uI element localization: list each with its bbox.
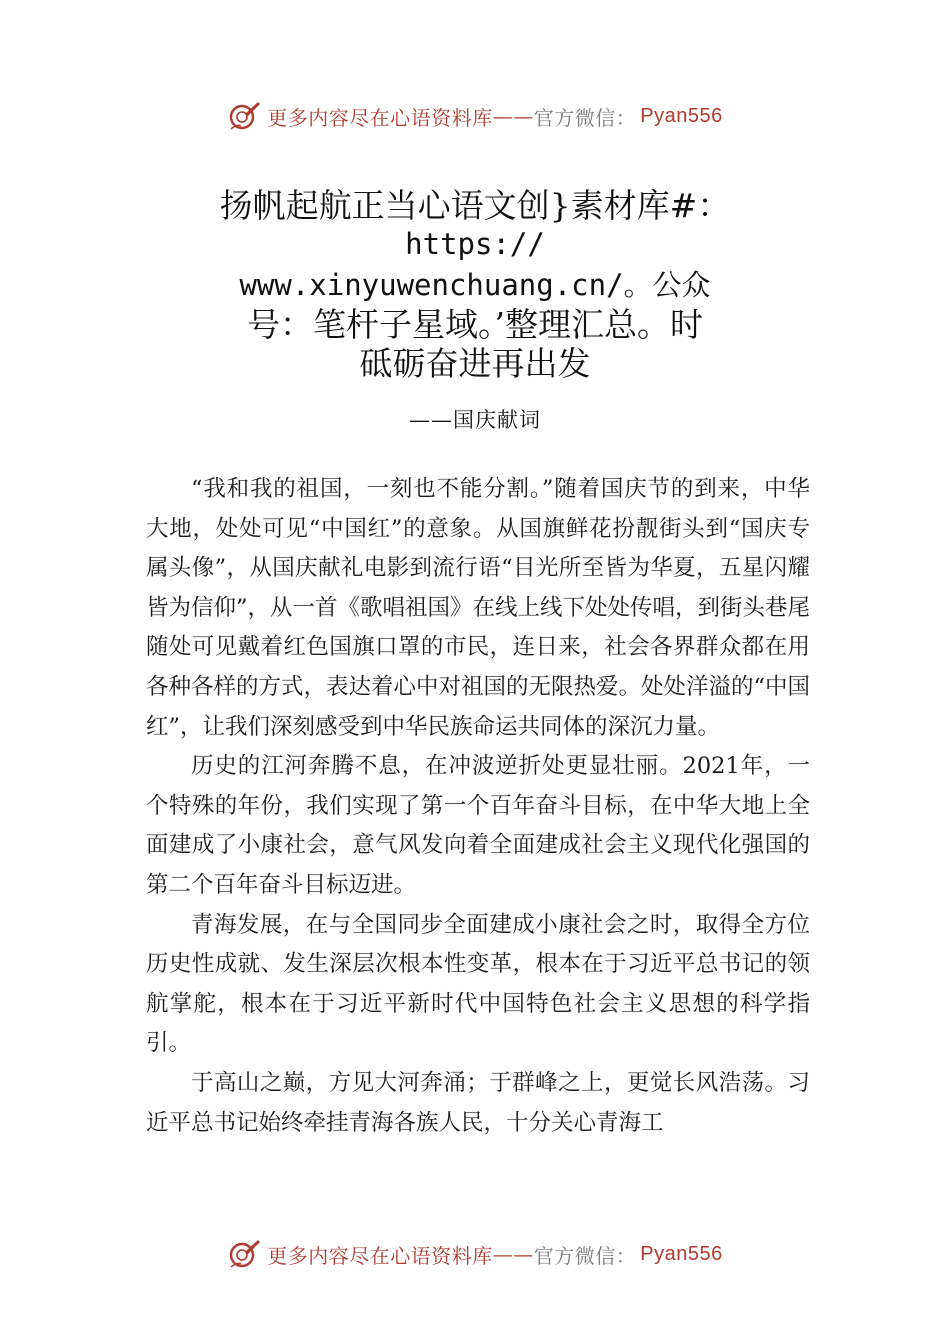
header-banner <box>0 96 950 136</box>
paragraph-2: 历史的江河奔腾不息，在冲波逆折处更显壮丽。2021年，一个特殊的年份，我们实现了第一个百年奋斗目标，在中华大地上全面建成了小康社会，意气风发向着全面建成社会主义现代化强国的第二个百年奋斗目标迈进。 <box>146 753 810 898</box>
banner-brand-text: 更多内容尽在心语资料库 <box>267 105 493 130</box>
document-title <box>200 186 750 383</box>
document-body <box>146 470 810 1143</box>
banner-dash: —— <box>492 104 534 128</box>
pen-logo-icon <box>227 1237 261 1271</box>
title-line-5: 砥砺奋进再出发 <box>359 344 591 383</box>
title-line-1: 扬帆起航正当心语文创}素材库#： <box>219 186 731 225</box>
footer-wechat-label: 官方微信： <box>533 1243 637 1268</box>
paragraph-4: 于高山之巅，方见大河奔涌；于群峰之上，更觉长风浩荡。习近平总书记始终牵挂青海各族人民，十分关心青海工 <box>146 1069 810 1136</box>
paragraph-3: 青海发展，在与全国同步全面建成小康社会之时，取得全方位历史性成就、发生深层次根本性变革，根本在于习近平总书记的领航掌舵，根本在于习近平新时代中国特色社会主义思想的科学指引。 <box>146 911 810 1057</box>
banner-wechat-account: Pyan556 <box>640 104 723 127</box>
pen-logo-icon <box>227 99 261 133</box>
paragraph-1: “我和我的祖国，一刻也不能分割。”随着国庆节的到来，中华大地，处处可见“中国红”的意象。从国旗鲜花扮靓街头到“国庆专属头像”，从国庆献礼电影到流行语“目光所至皆为华夏，五星闪耀皆为信仰”，从一首《歌唱祖国》在线上线下处处传唱，到街头巷尾随处可见戴着红色国旗口罩的市民，连日来，社会各界群众都在用各种各样的方式，表达着心中对祖国的无限热爱。处处洋溢的“中国红”，让我们深刻感受到中华民族命运共同体的深沉力量。 <box>146 476 811 740</box>
document-subtitle: ——国庆献词 <box>409 408 541 432</box>
banner-wechat-label: 官方微信： <box>533 105 637 130</box>
footer-brand-text: 更多内容尽在心语资料库 <box>267 1243 493 1268</box>
title-line-2: https:// <box>405 227 545 261</box>
footer-dash: —— <box>492 1242 534 1266</box>
footer-banner <box>0 1234 950 1274</box>
title-line-4: 号：笔杆子星域。’整理汇总。时 <box>247 305 703 344</box>
footer-wechat-account: Pyan556 <box>640 1242 723 1265</box>
title-line-3: www.xinyuwenchuang.cn/。公众 <box>239 268 711 302</box>
